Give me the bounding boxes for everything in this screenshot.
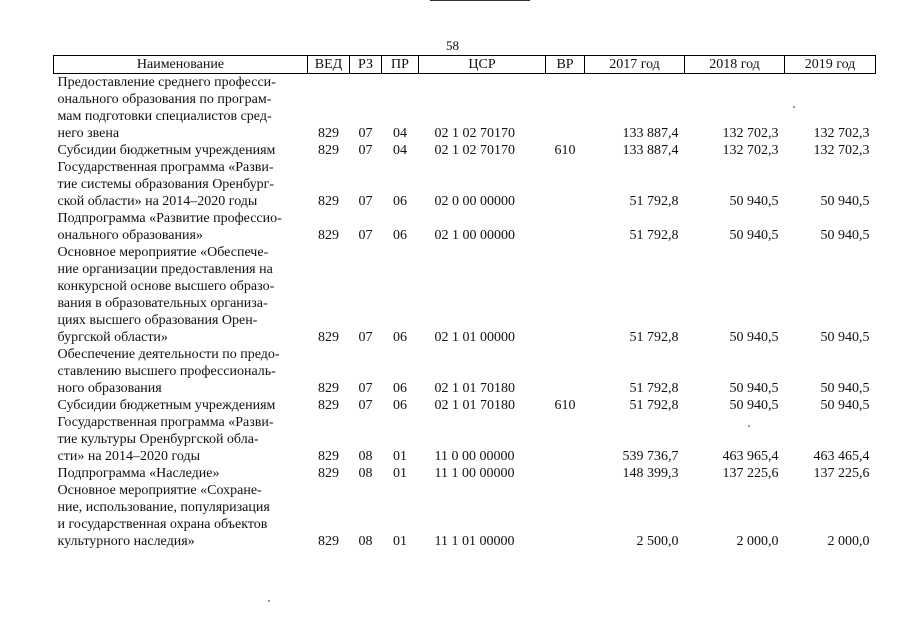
scan-speck (268, 600, 270, 602)
table-row (54, 210, 876, 244)
cell-2017: 51 792,8 (629, 228, 679, 243)
cell-2018: 137 225,6 (722, 466, 779, 481)
cell-name (54, 465, 308, 482)
cell-2019: 50 940,5 (820, 330, 870, 345)
cell-rz: 07 (358, 126, 373, 141)
table-row (54, 74, 876, 143)
name-line: ской области» на 2014–2020 годы (57, 194, 258, 209)
name-line: Субсидии бюджетным учреждениям (57, 143, 276, 158)
table-row (54, 244, 876, 346)
cell-vr (546, 482, 585, 550)
name-line: Основное мероприятие «Сохране- (57, 483, 262, 498)
name-line: Обеспечение деятельности по предо- (57, 347, 280, 362)
cell-2018: 132 702,3 (722, 143, 779, 158)
cell-2018: 50 940,5 (729, 194, 779, 209)
name-line: циях высшего образования Орен- (57, 313, 258, 328)
page-number: 58 (446, 38, 459, 53)
cell-2017: 2 500,0 (636, 534, 679, 549)
table-row (54, 397, 876, 414)
name-line: бургской области» (57, 330, 168, 345)
cell-csr: 02 1 00 00000 (434, 228, 515, 243)
cell-csr: 02 1 01 70180 (434, 398, 515, 413)
cell-rz: 07 (358, 194, 373, 209)
name-line: онального образования по програм- (57, 92, 272, 107)
cell-2019: 132 702,3 (813, 143, 870, 158)
cell-ved: 829 (318, 330, 339, 345)
header-name: Наименование (54, 56, 308, 74)
name-line: тие системы образования Оренбург- (57, 177, 275, 192)
table-row (54, 142, 876, 159)
header-2017: 2017 год (585, 56, 685, 74)
cell-name (54, 414, 308, 465)
cell-vr (546, 74, 585, 143)
cell-vr (546, 210, 585, 244)
cell-name (54, 482, 308, 550)
cell-rz: 07 (358, 330, 373, 345)
name-line: ставлению высшего профессиональ- (57, 364, 276, 379)
table-row (54, 159, 876, 210)
cell-pr: 01 (393, 534, 407, 549)
name-line: конкурсной основе высшего образо- (57, 279, 275, 294)
cell-vr (546, 414, 585, 465)
cell-pr: 01 (393, 449, 407, 464)
cell-vr: 610 (554, 398, 576, 413)
name-line: Государственная программа «Разви- (57, 415, 274, 430)
name-line: Подпрограмма «Наследие» (57, 466, 220, 481)
cell-2017: 133 887,4 (622, 143, 679, 158)
cell-2017: 51 792,8 (629, 330, 679, 345)
name-line: тие культуры Оренбургской обла- (57, 432, 259, 447)
name-line: ного образования (57, 381, 162, 396)
name-line: и государственная охрана объектов (57, 517, 268, 532)
cell-rz: 08 (358, 466, 373, 481)
header-vr: ВР (546, 56, 585, 74)
cell-2018: 132 702,3 (722, 126, 779, 141)
cell-2019: 132 702,3 (813, 126, 870, 141)
cell-rz: 07 (358, 398, 373, 413)
cell-pr: 06 (393, 381, 407, 396)
cell-pr: 06 (393, 228, 407, 243)
cell-ved: 829 (318, 194, 339, 209)
cell-rz: 07 (358, 381, 373, 396)
table-row (54, 482, 876, 550)
name-line: вания в образовательных организа- (57, 296, 268, 311)
cell-ved: 829 (318, 398, 339, 413)
cell-2018: 2 000,0 (736, 534, 779, 549)
cell-ved: 829 (318, 466, 339, 481)
cell-rz: 07 (358, 228, 373, 243)
cell-csr: 02 1 02 70170 (434, 143, 515, 158)
budget-table (53, 55, 876, 550)
cell-2017: 51 792,8 (629, 194, 679, 209)
header-row (54, 56, 876, 74)
table-row (54, 465, 876, 482)
cell-ved: 829 (318, 228, 339, 243)
header-pr: ПР (382, 56, 419, 74)
cell-csr: 02 1 01 00000 (434, 330, 515, 345)
cell-2018: 50 940,5 (729, 381, 779, 396)
cell-ved: 829 (318, 449, 339, 464)
cell-2019: 2 000,0 (827, 534, 870, 549)
cell-pr: 01 (393, 466, 407, 481)
cell-pr: 06 (393, 330, 407, 345)
cell-2019: 463 465,4 (813, 449, 870, 464)
header-2018: 2018 год (685, 56, 785, 74)
name-line: Государственная программа «Разви- (57, 160, 274, 175)
header-csr: ЦСР (419, 56, 546, 74)
cell-csr: 11 0 00 00000 (434, 449, 515, 464)
cell-ved: 829 (318, 143, 339, 158)
name-line: него звена (57, 126, 120, 141)
name-line: культурного наследия» (57, 534, 195, 549)
cell-csr: 11 1 01 00000 (434, 534, 515, 549)
cell-name (54, 74, 308, 143)
cell-ved: 829 (318, 381, 339, 396)
cell-2017: 51 792,8 (629, 398, 679, 413)
cell-name (54, 346, 308, 397)
cell-2018: 463 965,4 (722, 449, 779, 464)
cell-rz: 08 (358, 534, 373, 549)
name-line: онального образования» (57, 228, 203, 243)
cell-2019: 50 940,5 (820, 398, 870, 413)
cell-vr (546, 465, 585, 482)
cell-rz: 08 (358, 449, 373, 464)
name-line: Субсидии бюджетным учреждениям (57, 398, 276, 413)
cell-pr: 06 (393, 194, 407, 209)
table-row (54, 346, 876, 397)
cell-2019: 50 940,5 (820, 194, 870, 209)
header-ved: ВЕД (308, 56, 350, 74)
header-2019: 2019 год (785, 56, 876, 74)
cell-ved: 829 (318, 126, 339, 141)
name-line: Основное мероприятие «Обеспече- (57, 245, 269, 260)
cell-2019: 50 940,5 (820, 228, 870, 243)
table-body (54, 74, 876, 551)
cell-rz: 07 (358, 143, 373, 158)
name-line: Подпрограмма «Развитие профессио- (57, 211, 282, 226)
cell-csr: 02 1 02 70170 (434, 126, 515, 141)
scan-speck (793, 106, 795, 108)
cell-2018: 50 940,5 (729, 398, 779, 413)
cell-csr: 11 1 00 00000 (434, 466, 515, 481)
name-line: ние, использование, популяризация (57, 500, 270, 515)
table-row (54, 414, 876, 465)
cell-vr (546, 244, 585, 346)
cell-vr: 610 (554, 143, 576, 158)
cell-2018: 50 940,5 (729, 228, 779, 243)
table-header (54, 56, 876, 74)
cell-vr (546, 159, 585, 210)
header-rz: РЗ (350, 56, 382, 74)
cell-vr (546, 346, 585, 397)
name-line: Предоставление среднего професси- (57, 75, 276, 90)
name-line: мам подготовки специалистов сред- (57, 109, 272, 124)
name-line: сти» на 2014–2020 годы (57, 449, 201, 464)
cell-name (54, 244, 308, 346)
cell-2019: 50 940,5 (820, 381, 870, 396)
cell-name (54, 142, 308, 159)
name-line: ние организации предоставления на (57, 262, 273, 277)
top-rule (430, 0, 530, 1)
cell-name (54, 397, 308, 414)
cell-ved: 829 (318, 534, 339, 549)
cell-name (54, 159, 308, 210)
cell-2017: 148 399,3 (622, 466, 679, 481)
cell-pr: 04 (393, 126, 407, 141)
cell-2019: 137 225,6 (813, 466, 870, 481)
cell-2017: 133 887,4 (622, 126, 679, 141)
cell-2017: 539 736,7 (622, 449, 679, 464)
cell-2017: 51 792,8 (629, 381, 679, 396)
scan-speck (748, 425, 750, 427)
cell-pr: 04 (393, 143, 407, 158)
cell-csr: 02 0 00 00000 (434, 194, 515, 209)
cell-csr: 02 1 01 70180 (434, 381, 515, 396)
cell-2018: 50 940,5 (729, 330, 779, 345)
cell-pr: 06 (393, 398, 407, 413)
cell-name (54, 210, 308, 244)
